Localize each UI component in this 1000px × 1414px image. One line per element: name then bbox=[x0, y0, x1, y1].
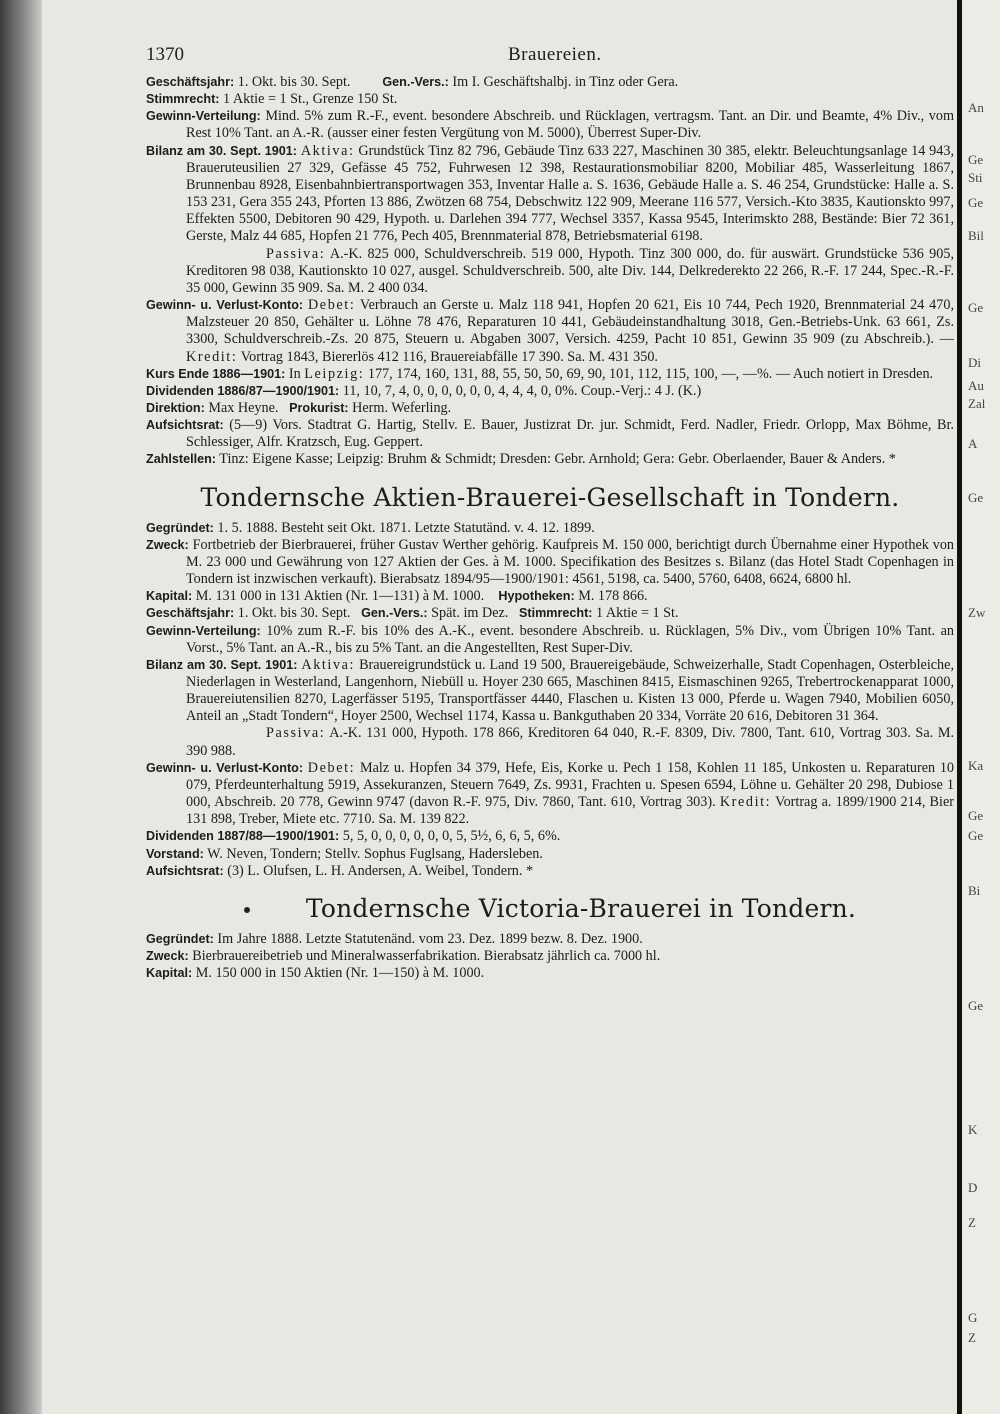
scan-margin-right bbox=[957, 0, 1000, 1414]
passiva-label: Passiva: bbox=[266, 725, 326, 742]
passiva-para bbox=[146, 246, 954, 297]
debet-text: Verbrauch an Gerste u. Malz 118 941, Hopfen 20 621, Eis 10 744, Pech 1920, Brennmaterial 24 470, Malzsteuer 20 850, Gehälter u. Löhne 78 476, Reparaturen 10 441, Gebäudeinstandhaltung 3018, Gen.-Betriebs-Unk. 63 661, Zs. 3300, Schuldverschreib.-Zs. 20 875, Steuern u. Abgaben 3007, Versich. 4259, Pacht 10 851, Gewinn 35 909 (zu Abschreib.). — bbox=[186, 297, 955, 348]
dividenden-para bbox=[146, 828, 954, 845]
gutter-rule bbox=[957, 0, 962, 1414]
geschaeftsjahr-line bbox=[146, 74, 954, 91]
guv-para bbox=[146, 297, 954, 366]
adjacent-page-fragment: Ge bbox=[968, 152, 984, 167]
hypotheken-text: M. 178 866. bbox=[578, 588, 648, 605]
direktion-text: Max Heyne. bbox=[208, 399, 279, 416]
adjacent-page-fragment: Ge bbox=[968, 195, 984, 210]
bilanz-label: Bilanz am 30. Sept. 1901: bbox=[146, 657, 298, 672]
gegruendet-label: Gegründet: bbox=[146, 520, 214, 535]
dividenden-label: Dividenden 1887/88—1900/1901: bbox=[146, 829, 340, 844]
adjacent-page-fragment: Au bbox=[968, 378, 984, 393]
adjacent-page-fragment: Zal bbox=[968, 396, 986, 411]
aktiva-label: Aktiva: bbox=[301, 656, 356, 673]
gewinnverteilung-text: 10% zum R.-F. bis 10% des A.-K., event. besondere Abschreib. u. Rücklagen, 5% Div., vom Übrigen 10% Tant. an Vorst., 5% Tant. an A.-R., bis zu 5% Tant. an die Angestellten, Rest Super-Div. bbox=[186, 622, 955, 656]
adjacent-page-fragment: Ge bbox=[968, 808, 984, 823]
page bbox=[146, 44, 954, 982]
bullet-mark bbox=[244, 907, 250, 913]
geschaeftsjahr-text: 1. Okt. bis 30. Sept. bbox=[237, 74, 351, 90]
passiva-label: Passiva: bbox=[266, 245, 326, 262]
vorstand-label: Vorstand: bbox=[146, 846, 204, 861]
kurs-in: In bbox=[288, 365, 301, 382]
page-number: 1370 bbox=[146, 44, 184, 65]
zweck-para bbox=[146, 537, 954, 588]
adjacent-page-fragment: A bbox=[968, 436, 978, 451]
genvers-label: Gen.-Vers.: bbox=[361, 606, 428, 621]
adjacent-page-fragment: Di bbox=[968, 355, 981, 370]
genvers-text: Im I. Geschäftshalbj. in Tinz oder Gera. bbox=[452, 74, 679, 90]
zahlstellen-para bbox=[146, 451, 954, 468]
adjacent-page-fragment: Z bbox=[968, 1330, 976, 1345]
running-head bbox=[146, 44, 954, 74]
aktiva-label: Aktiva: bbox=[300, 142, 355, 159]
vorstand-para bbox=[146, 846, 954, 863]
adjacent-page-fragment: Ge bbox=[968, 998, 984, 1013]
adjacent-page-fragment: Ka bbox=[968, 758, 984, 773]
gewinnverteilung-label: Gewinn-Verteilung: bbox=[146, 109, 261, 124]
debet-label: Debet: bbox=[307, 759, 356, 776]
adjacent-page-fragment: Ge bbox=[968, 300, 984, 315]
stimmrecht-text: 1 Aktie = 1 St. bbox=[596, 605, 679, 622]
stimmrecht-label: Stimmrecht: bbox=[146, 92, 220, 107]
kurs-city: Leipzig: bbox=[304, 365, 365, 382]
gewinnverteilung-text: Mind. 5% zum R.-F., event. besondere Abschreib. und Rücklagen, vertragsm. Tant. an Dir. und Beamte, 4% Div., vom Rest 10% Tant. an A.-R. (ausser einer festen Vergütung von M. 5000), Überrest Super-Div. bbox=[186, 108, 955, 142]
stimmrecht-label: Stimmrecht: bbox=[519, 606, 593, 621]
gegruendet-para bbox=[146, 931, 954, 948]
adjacent-page-fragment: G bbox=[968, 1310, 978, 1325]
geschaeftsjahr-label: Geschäftsjahr: bbox=[146, 606, 235, 621]
aufsichtsrat-label: Aufsichtsrat: bbox=[146, 863, 224, 878]
kurs-text: 177, 174, 160, 131, 88, 55, 50, 50, 69, 90, 101, 112, 115, 100, —, —%. — Auch notiert in Dresden. bbox=[367, 365, 934, 382]
bilanz-label: Bilanz am 30. Sept. 1901: bbox=[146, 143, 297, 158]
zweck-text: Bierbrauereibetrieb und Mineralwasserfabrikation. Bierabsatz jährlich ca. 7000 hl. bbox=[192, 948, 661, 965]
kredit-text: Vortrag a. 1899/1900 214, Bier 131 898, Treber, Miete etc. 7710. Sa. M. 139 822. bbox=[186, 794, 954, 828]
vorstand-text: W. Neven, Tondern; Stellv. Sophus Fuglsang, Hadersleben. bbox=[207, 845, 543, 862]
gegruendet-label: Gegründet: bbox=[146, 931, 214, 946]
zahlstellen-label: Zahlstellen: bbox=[146, 452, 216, 467]
hypotheken-label: Hypotheken: bbox=[498, 589, 575, 604]
entry-gera-tinz-brewery bbox=[146, 74, 954, 469]
gewinnverteilung-para bbox=[146, 108, 954, 142]
entry-tondern-victoria-brauerei bbox=[146, 931, 954, 982]
kredit-text: Vortrag 1843, Biererlös 412 116, Brauereiabfälle 17 390. Sa. M. 431 350. bbox=[240, 348, 658, 365]
aufsichtsrat-para bbox=[146, 417, 954, 451]
guv-para bbox=[146, 760, 954, 829]
passiva-text: A.-K. 825 000, Schuldverschreib. 519 000, Hypoth. Tinz 300 000, do. für auswärt. Grundstücke 536 905, Kreditoren 98 038, Kautionskto 10 027, ausgel. Schuldverschreib. 500, alte Div. 144, Delkrederekto 22 266, R.-F. 17 244, Spec.-R.-F. 35 000, Gewinn 35 909. Sa. M. 2 400 034. bbox=[186, 245, 954, 296]
aufsichtsrat-para bbox=[146, 863, 954, 880]
dividenden-para bbox=[146, 383, 954, 400]
aufsichtsrat-label: Aufsichtsrat: bbox=[146, 418, 224, 433]
kapital-label: Kapital: bbox=[146, 589, 193, 604]
kurs-label: Kurs Ende 1886—1901: bbox=[146, 366, 286, 381]
passiva-text: A.-K. 131 000, Hypoth. 178 866, Kreditoren 64 040, R.-F. 8309, Div. 7800, Tant. 610, Vortrag 303. Sa. M. 390 988. bbox=[186, 725, 954, 759]
adjacent-page-fragment: K bbox=[968, 1122, 978, 1137]
company-title-tondern-aktien: Tondernsche Aktien-Brauerei-Gesellschaft in Tondern. bbox=[200, 482, 900, 512]
aktiva-text: Grundstück Tinz 82 796, Gebäude Tinz 633 227, Maschinen 30 385, elektr. Beleuchtungsanlage 14 943, Braueruteusilien 27 329, Gefässe 45 752, Fuhrwesen 12 398, Restaurationsmobiliar 8200, Mobiliar 485, Wasserleitung 1867, Brunnenbau 8928, Eisenbahnbiertransportwagen 353, Inventar Halle a. S. 1636, Gebäude Halle a. S. 46 254, Grundstücke: Halle a. S. 153 231, Gera 355 243, Pforten 13 886, Zwötzen 68 754, Debschwitz 122 909, Meerane 116 577, Versich.-Kto 3835, Kautionskto 997, Effekten 5500, Debitoren 90 429, Hypoth. u. Darlehen 394 777, Wechsel 3357, Kassa 9545, Interimskto 288, Bestände: Bier 72 361, Gerste, Malz 44 685, Hopfen 21 776, Pech 405, Brennmaterial 878, Betriebsmaterial 6198. bbox=[186, 142, 954, 245]
gegruendet-para bbox=[146, 520, 954, 537]
adjacent-page-fragment: Sti bbox=[968, 170, 983, 185]
kredit-label: Kredit: bbox=[186, 348, 238, 365]
company-title-text: Tondernsche Victoria-Brauerei in Tondern. bbox=[305, 893, 857, 923]
zweck-para bbox=[146, 948, 954, 965]
zweck-label: Zweck: bbox=[146, 949, 189, 964]
guv-label: Gewinn- u. Verlust-Konto: bbox=[146, 760, 304, 775]
adjacent-page-fragment: Bil bbox=[968, 228, 984, 243]
kapital-label: Kapital: bbox=[146, 966, 193, 981]
adjacent-page-fragment: An bbox=[968, 100, 984, 115]
adjacent-page-fragment: D bbox=[968, 1180, 978, 1195]
direktion-label: Direktion: bbox=[146, 400, 205, 415]
genvers-label: Gen.-Vers.: bbox=[382, 75, 449, 89]
guv-label: Gewinn- u. Verlust-Konto: bbox=[146, 298, 304, 313]
gegruendet-text: 1. 5. 1888. Besteht seit Okt. 1871. Letzte Statutänd. v. 4. 12. 1899. bbox=[217, 519, 595, 536]
kapital-text: M. 131 000 in 131 Aktien (Nr. 1—131) à M. 1000. bbox=[195, 588, 485, 605]
dividenden-text: 5, 5, 0, 0, 0, 0, 0, 0, 5, 5½, 6, 6, 5, 6%. bbox=[342, 828, 561, 845]
stimmrecht-text: 1 Aktie = 1 St., Grenze 150 St. bbox=[223, 91, 398, 108]
debet-label: Debet: bbox=[307, 297, 356, 314]
passiva-para bbox=[146, 725, 954, 759]
adjacent-page-fragment: Z bbox=[968, 1215, 976, 1230]
gewinnverteilung-para bbox=[146, 623, 954, 657]
geschaeftsjahr-label: Geschäftsjahr: bbox=[146, 75, 235, 89]
bilanz-aktiva-para bbox=[146, 657, 954, 726]
adjacent-page-fragment: Bi bbox=[968, 883, 981, 898]
section-title: Brauereien. bbox=[508, 44, 602, 65]
aktiva-text: Brauereigrundstück u. Land 19 500, Brauereigebäude, Schweizerhalle, Stadt Copenhagen, Osterbleiche, Niederlagen in Westerland, Langenhorn, Niebüll u. Hoyer 230 665, Maschinen 8415, Eismaschinen 9265, Trebertrockenapparat 1000, Brauereiutensilien 8270, Lagerfässer 5195, Transportfässer 4440, Flaschen u. Kisten 13 000, Pferde u. Wagen 7940, Mobilien 6050, Anteil an „Stadt Tondern“, Hoyer 2500, Wechsel 1174, Kassa u. Bankguthaben 20 334, Vorräte 20 616, Debitoren 31 364. bbox=[186, 656, 954, 725]
adjacent-page-fragment: Ge bbox=[968, 828, 984, 843]
zahlstellen-text: Tinz: Eigene Kasse; Leipzig: Bruhm & Schmidt; Dresden: Gebr. Arnhold; Gera: Gebr. Oberlaender, Bauer & Anders. * bbox=[219, 451, 896, 468]
aufsichtsrat-text: (5—9) Vors. Stadtrat G. Hartig, Stellv. E. Bauer, Justizrat Dr. jur. Schmidt, Ferd. Nadler, Friedr. Orlopp, Max Böhme, Br. Schlessiger, Alfr. Kratzsch, Eug. Geppert. bbox=[186, 417, 954, 451]
kapital-para bbox=[146, 965, 954, 982]
dividenden-text: 11, 10, 7, 4, 0, 0, 0, 0, 0, 0, 4, 4, 4, 0, 0%. Coup.-Verj.: 4 J. (K.) bbox=[342, 382, 702, 399]
gewinnverteilung-label: Gewinn-Verteilung: bbox=[146, 623, 261, 638]
gegruendet-text: Im Jahre 1888. Letzte Statutenänd. vom 23. Dez. 1899 bezw. 8. Dez. 1900. bbox=[217, 930, 643, 947]
bilanz-aktiva-para bbox=[146, 143, 954, 246]
kredit-label: Kredit: bbox=[719, 794, 772, 811]
adjacent-page-fragment: Ge bbox=[968, 490, 984, 505]
genvers-text: Spät. im Dez. bbox=[431, 605, 509, 622]
kapital-text: M. 150 000 in 150 Aktien (Nr. 1—150) à M. 1000. bbox=[195, 965, 485, 982]
kapital-line bbox=[146, 588, 954, 605]
adjacent-page-fragment: Zw bbox=[968, 605, 986, 620]
dividenden-label: Dividenden 1886/87—1900/1901: bbox=[146, 383, 340, 398]
zweck-label: Zweck: bbox=[146, 537, 189, 552]
scan-shadow-left bbox=[0, 0, 42, 1414]
debet-text: Malz u. Hopfen 34 379, Hefe, Eis, Korke u. Pech 1 158, Kohlen 11 185, Unkosten u. Reparaturen 10 079, Pferdeunterhaltung 5919, Assekuranzen, Steuern 7649, Zs. 9931, Frachten u. Spesen 6594, Löhne u. Gehälter 20 298, Dubiose 1 000, Abschreib. 20 778, Gewinn 9747 (davon R.-F. 975, Div. 7860, Tant. 610, Vortrag 303). bbox=[186, 759, 955, 811]
prokurist-label: Prokurist: bbox=[289, 400, 349, 415]
prokurist-text: Herm. Weferling. bbox=[352, 399, 452, 416]
geschaeftsjahr-text: 1. Okt. bis 30. Sept. bbox=[237, 605, 351, 622]
company-title-tondern-victoria bbox=[146, 894, 954, 923]
stimmrecht-line bbox=[146, 91, 954, 108]
entry-tondern-aktien-brauerei bbox=[146, 520, 954, 880]
geschaeftsjahr-line bbox=[146, 605, 954, 622]
kurs-para bbox=[146, 366, 954, 383]
direktion-line bbox=[146, 400, 954, 417]
aufsichtsrat-text: (3) L. Olufsen, L. H. Andersen, A. Weibel, Tondern. * bbox=[227, 862, 534, 879]
zweck-text: Fortbetrieb der Bierbrauerei, früher Gustav Werther gehörig. Kaufpreis M. 150 000, berichtigt durch Übernahme einer Hypothek von M. 23 000 und Gewährung von 127 Aktien der Ges. à M. 1000. Specifikation des Besitzes s. Bilanz (das Hotel Stadt Copenhagen in Tondern ist inzwischen verkauft). Bierabsatz 1894/95—1900/1901: 4561, 5198, ca. 5400, 5760, 6408, 6624, 6800 hl. bbox=[186, 536, 955, 588]
